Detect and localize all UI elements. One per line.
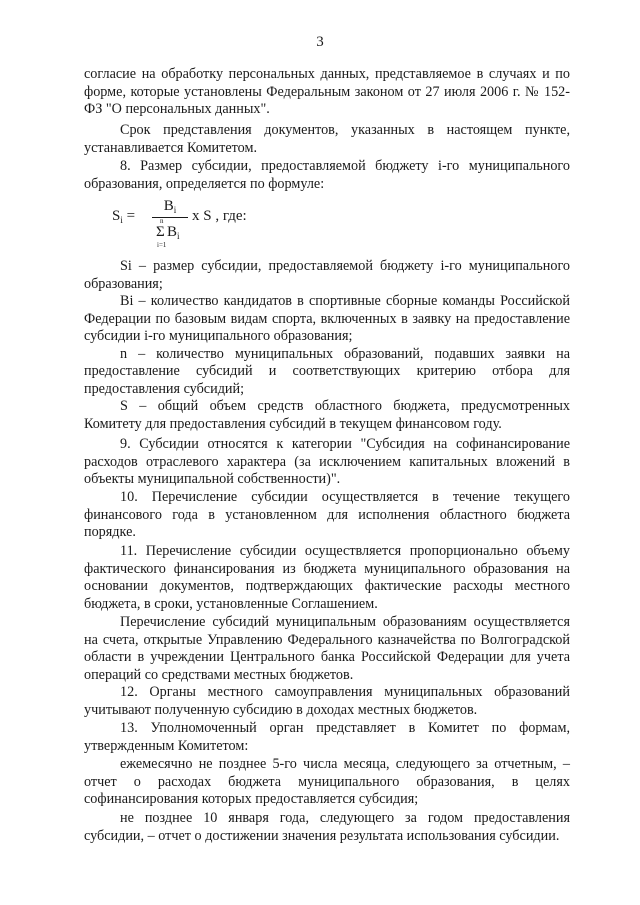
clause-8: 8. Размер субсидии, предоставляемой бюджету i-го муниципального образования, определяется по формуле: xyxy=(84,158,570,192)
clause-13: 13. Уполномоченный орган представляет в Комитет по формам, утвержденным Комитетом: xyxy=(84,720,570,754)
formula-numerator: $B_i$ xyxy=(152,198,188,218)
clause-13-annual: не позднее 10 января года, следующего за годом предоставления субсидии, – отчет о достижении значения результата использования субсидии. xyxy=(84,810,570,844)
formula-lhs: $S_i$ = xyxy=(112,208,136,225)
clause-12: 12. Органы местного самоуправления муниципальных образований учитывают полученную субсидию в доходах местных бюджетов. xyxy=(84,684,570,718)
subsidy-formula xyxy=(112,198,372,250)
formula-fraction xyxy=(152,198,188,248)
def-s-i: Si – размер субсидии, предоставляемой бюджету i-го муниципального образования; xyxy=(84,258,570,292)
def-s: S – общий объем средств областного бюджета, предусмотренных Комитету для предоставления субсидий в текущем финансовом году. xyxy=(84,398,570,432)
deadline-paragraph: Срок представления документов, указанных в настоящем пункте, устанавливается Комитетом. xyxy=(84,122,570,156)
clause-11-transfer: Перечисление субсидий муниципальным образованиям осуществляется на счета, открытые Управлению Федерального казначейства по Волгоградской области в учреждении Центрального банка Российской Федерации для учета операций со средствами местных бюджетов. xyxy=(84,614,570,683)
clause-13-monthly: ежемесячно не позднее 5-го числа месяца, следующего за отчетным, – отчет о расходах бюджета муниципального образования, в целях софинансирования которых предоставляется субсидия; xyxy=(84,756,570,807)
sum-sign: Σ xyxy=(156,223,165,240)
clause-9: 9. Субсидии относятся к категории "Субсидия на софинансирование расходов отраслевого характера (за исключением капитальных вложений в объекты муниципальной собственности)". xyxy=(84,436,570,487)
page-number: 3 xyxy=(316,34,324,50)
definitions xyxy=(84,258,570,433)
consent-paragraph: согласие на обработку персональных данных, представляемое в случаях и по форме, которые установлены Федеральным законом от 27 июля 2006 г. № 152-ФЗ "О персональных данных". xyxy=(84,66,570,117)
formula-denominator: n Σ $B_i$ i=1 xyxy=(156,216,180,249)
def-n: n – количество муниципальных образований, подавших заявки на предоставление субсидий и соответствующих критерию отбора для предоставления субсидий; xyxy=(84,345,570,397)
def-b-i: Bi – количество кандидатов в спортивные сборные команды Российской Федерации по базовым видам спорта, включенных в заявку на предоставление субсидии i-го муниципального образования; xyxy=(84,293,570,344)
clause-10: 10. Перечисление субсидии осуществляется в течение текущего финансового года в установленном для исполнения областного бюджета порядке. xyxy=(84,489,570,540)
clause-11: 11. Перечисление субсидии осуществляется пропорционально объему фактического финансирования из бюджета муниципального образования на основании документов, подтверждающих фактические расходы местного бюджета, в сроки, установленные Соглашением. xyxy=(84,543,570,612)
formula-rhs: x S , где: xyxy=(192,208,247,224)
